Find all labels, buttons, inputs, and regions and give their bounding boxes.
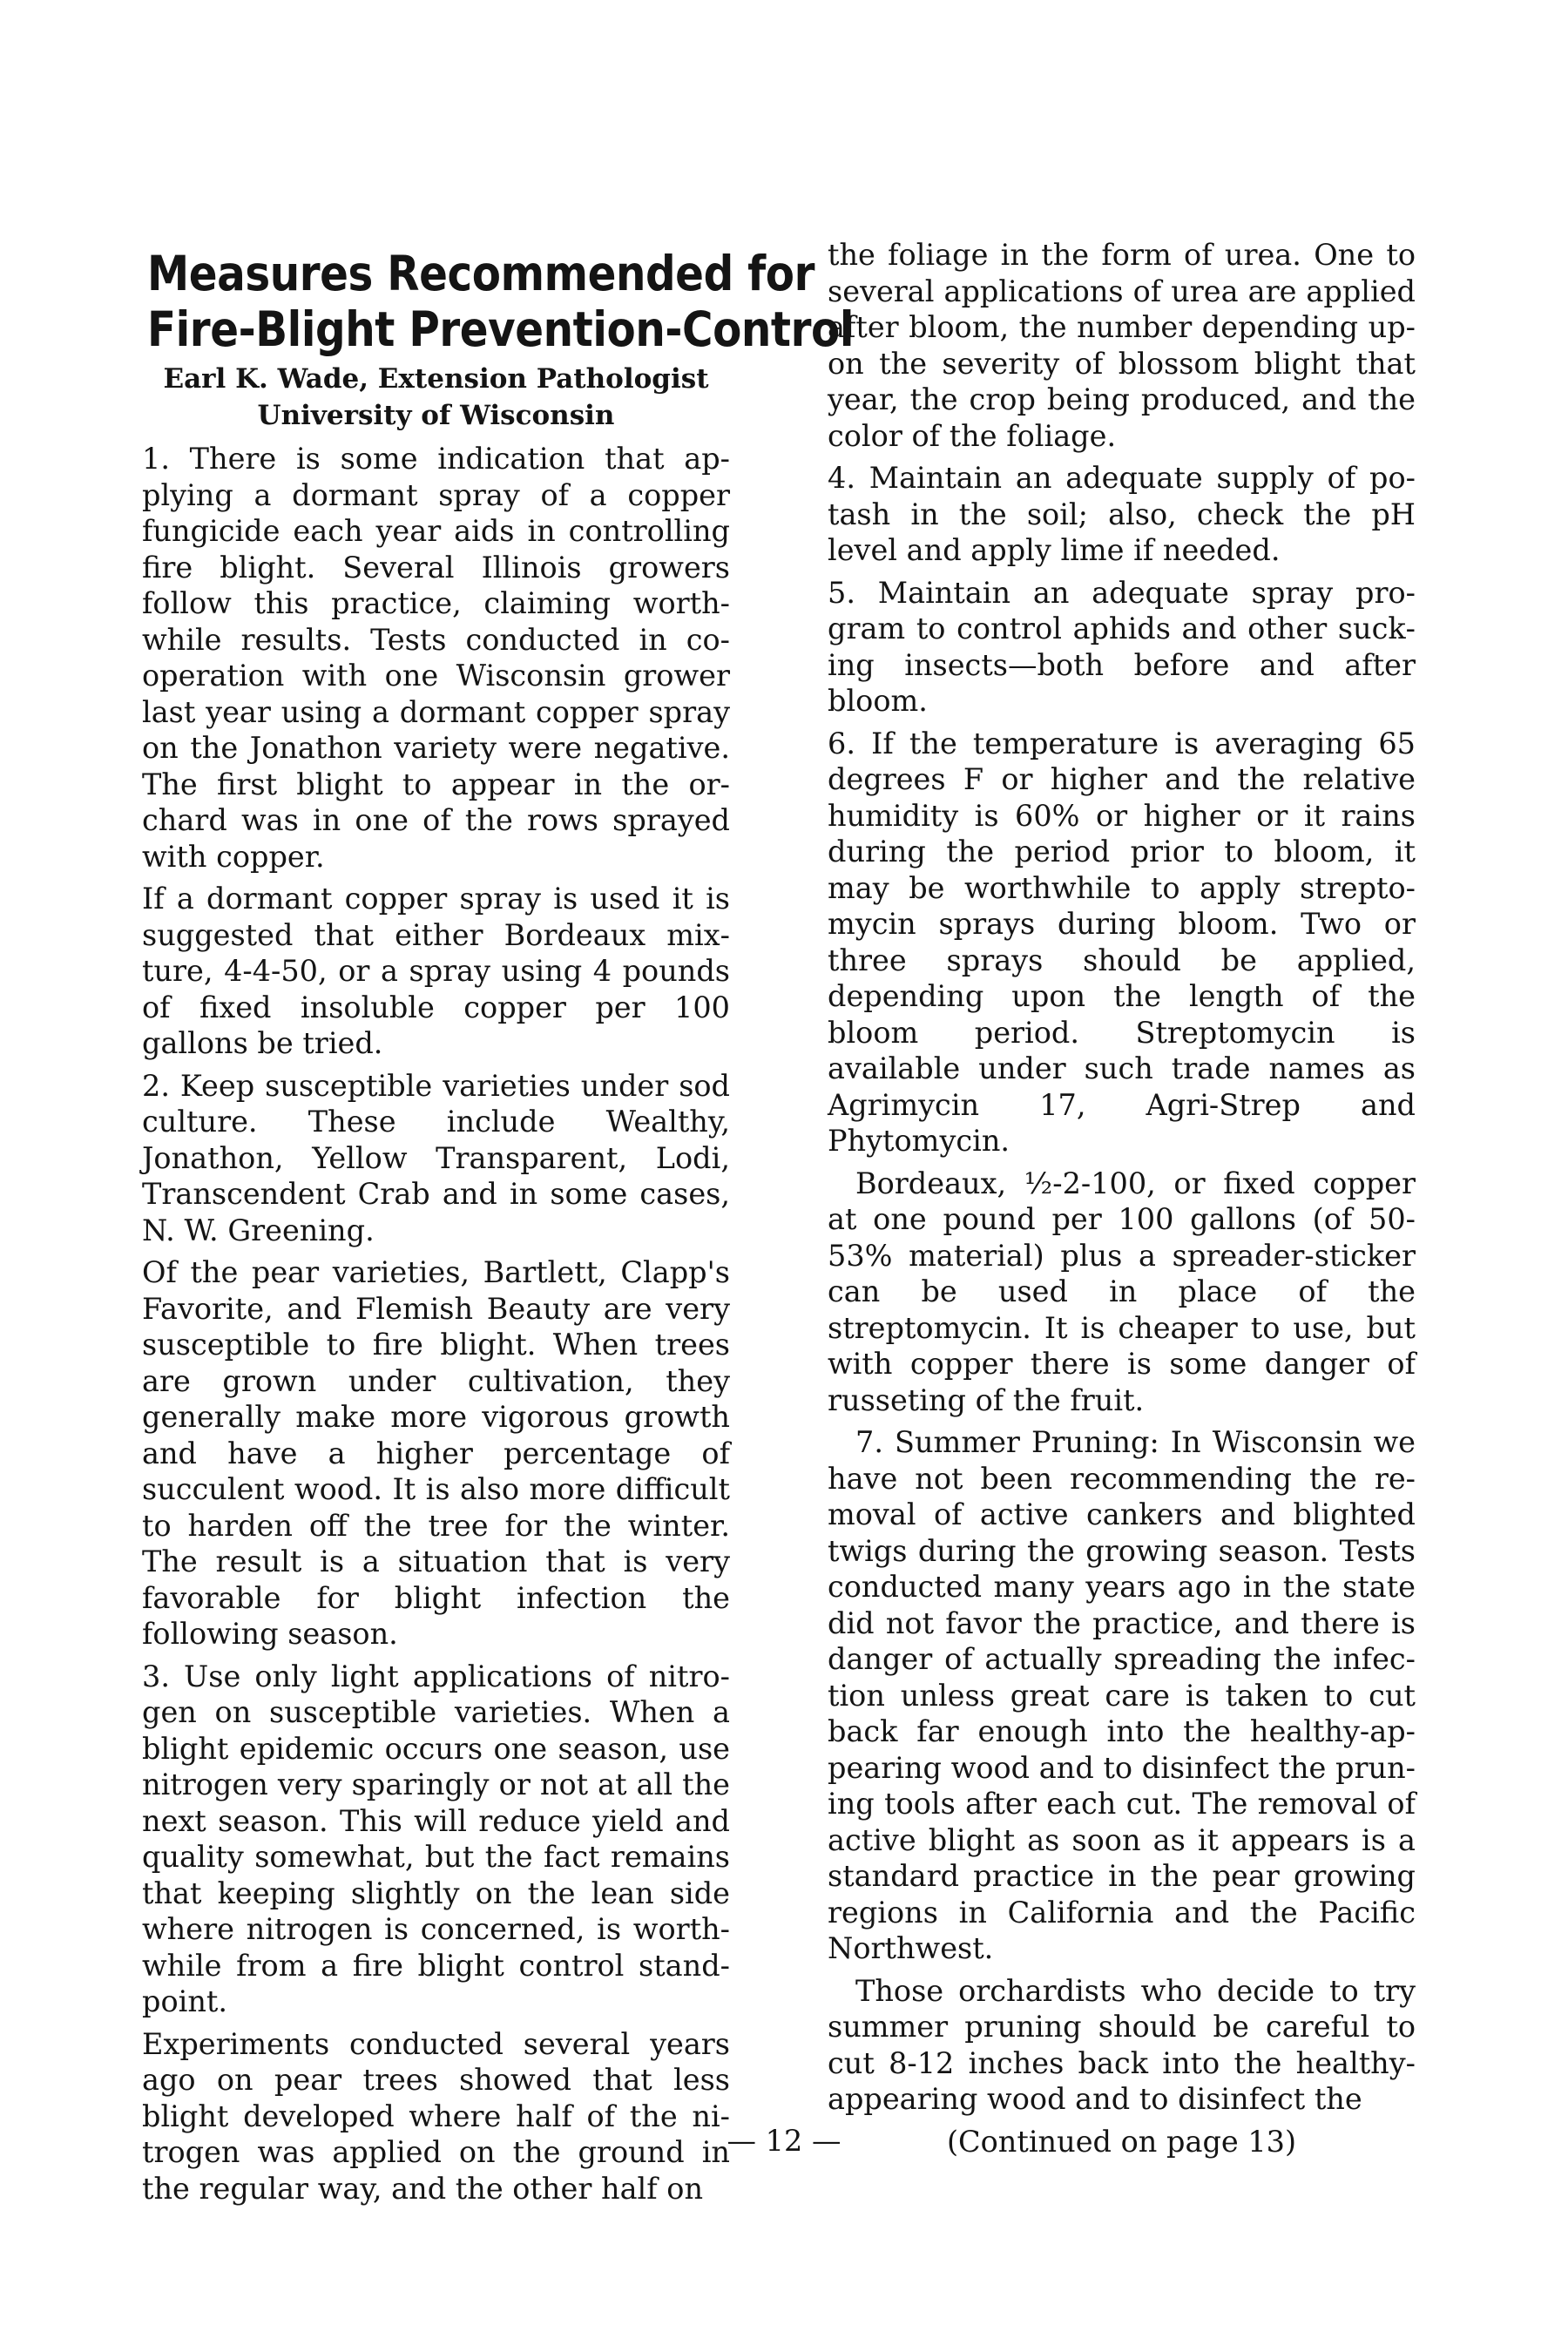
paragraph-pear-varieties: Of the pear varieties, Bartlett, Clapp's Favorite, and Flemish Beauty are very susceptible to fire blight. When trees are grown under cultivation, they generally make more vigorous growth and have a higher percentage of succulent wood. It is also more difficult to harden off the tree for the winter. The result is a situation that is very favorable for blight infection the following season. [142,1255,730,1651]
right-column [828,237,1416,2159]
paragraph-bordeaux: Bordeaux, ½-2-100, or fixed copper at one pound per 100 gallons (of 50-53% material) plus a spreader-sticker can be used in place of the streptomycin. It is cheaper to use, but with copper there is some danger of russeting of the fruit. [828,1166,1416,1417]
article-title [147,246,855,357]
paragraph-item-7: 7. Summer Pruning: In Wisconsin we have not been recommending the removal of active cankers and blighted twigs during the growing season. Tests conducted many years ago in the state did not favor the practice, and there is danger of actually spreading the infection unless great care is taken to cut back far enough into the healthy-appearing wood and to disinfect the pruning tools after each cut. The removal of active blight as soon as it appears is a standard practice in the pear growing regions in California and the Pacific Northwest. [828,1425,1416,1965]
author-byline: Earl K. Wade, Extension Pathologist [163,363,709,395]
paragraph-item-6: 6. If the temperature is averaging 65 degrees F or higher and the relative humidity is 60% or higher or it rains during the period prior to bloom, it may be worthwhile to apply streptomycin sprays during bloom. Two or three sprays should be applied, depending upon the length of the bloom period. Streptomycin is available under such trade names as Agrimycin 17, Agri-Strep and Phytomycin. [828,726,1416,1158]
title-line-1: Measures Recommended for [147,246,815,301]
title-line-2: Fire-Blight Prevention-Control [147,301,855,357]
paragraph-summer-pruning: Those orchardists who decide to try summer pruning should be careful to cut 8-12 inches back into the healthy-appearing wood and to disinfect the [828,1973,1416,2116]
paragraph-item-2: 2. Keep susceptible varieties under sod culture. These include Wealthy, Jonathon, Yellow Transparent, Lodi, Transcendent Crab and in some cases, N. W. Greening. [142,1068,730,1247]
continued-note: (Continued on page 13) [946,2124,1297,2159]
paragraph-experiments: Experiments conducted several years ago on pear trees showed that less blight developed where half of the nitrogen was applied on the ground in the regular way, and the other half on [142,2026,730,2206]
paragraph-urea-continued: the foliage in the form of urea. One to several applications of urea are applied after bloom, the number depending upon the severity of blossom blight that year, the crop being produced, and the color of the foliage. [828,238,1416,453]
page-number: — 12 — [727,2124,841,2158]
paragraph-item-3: 3. Use only light applications of nitrogen on susceptible varieties. When a blight epidemic occurs one season, use nitrogen very sparingly or not at all the next season. This will reduce yield and quality somewhat, but the fact remains that keeping slightly on the lean side where nitrogen is concerned, is worthwhile from a fire blight control standpoint. [142,1659,730,2018]
paragraph-item-4: 4. Maintain an adequate supply of potash in the soil; also, check the pH level and apply lime if needed. [828,461,1416,567]
paragraph-item-5: 5. Maintain an adequate spray program to control aphids and other sucking insects—both before and after bloom. [828,575,1416,718]
paragraph-item-1: 1. There is some indication that applying a dormant spray of a copper fungicide each year aids in controlling fire blight. Several Illinois growers follow this practice, claiming worthwhile results. Tests conducted in cooperation with one Wisconsin grower last year using a dormant copper spray on the Jonathon variety were negative. The first blight to appear in the orchard was in one of the rows sprayed with copper. [142,442,730,874]
author-affiliation: University of Wisconsin [257,400,615,431]
paragraph-dormant-spray: If a dormant copper spray is used it is suggested that either Bordeaux mixture, 4-4-50, or a spray using 4 pounds of fixed insoluble copper per 100 gallons be tried. [142,882,730,1060]
